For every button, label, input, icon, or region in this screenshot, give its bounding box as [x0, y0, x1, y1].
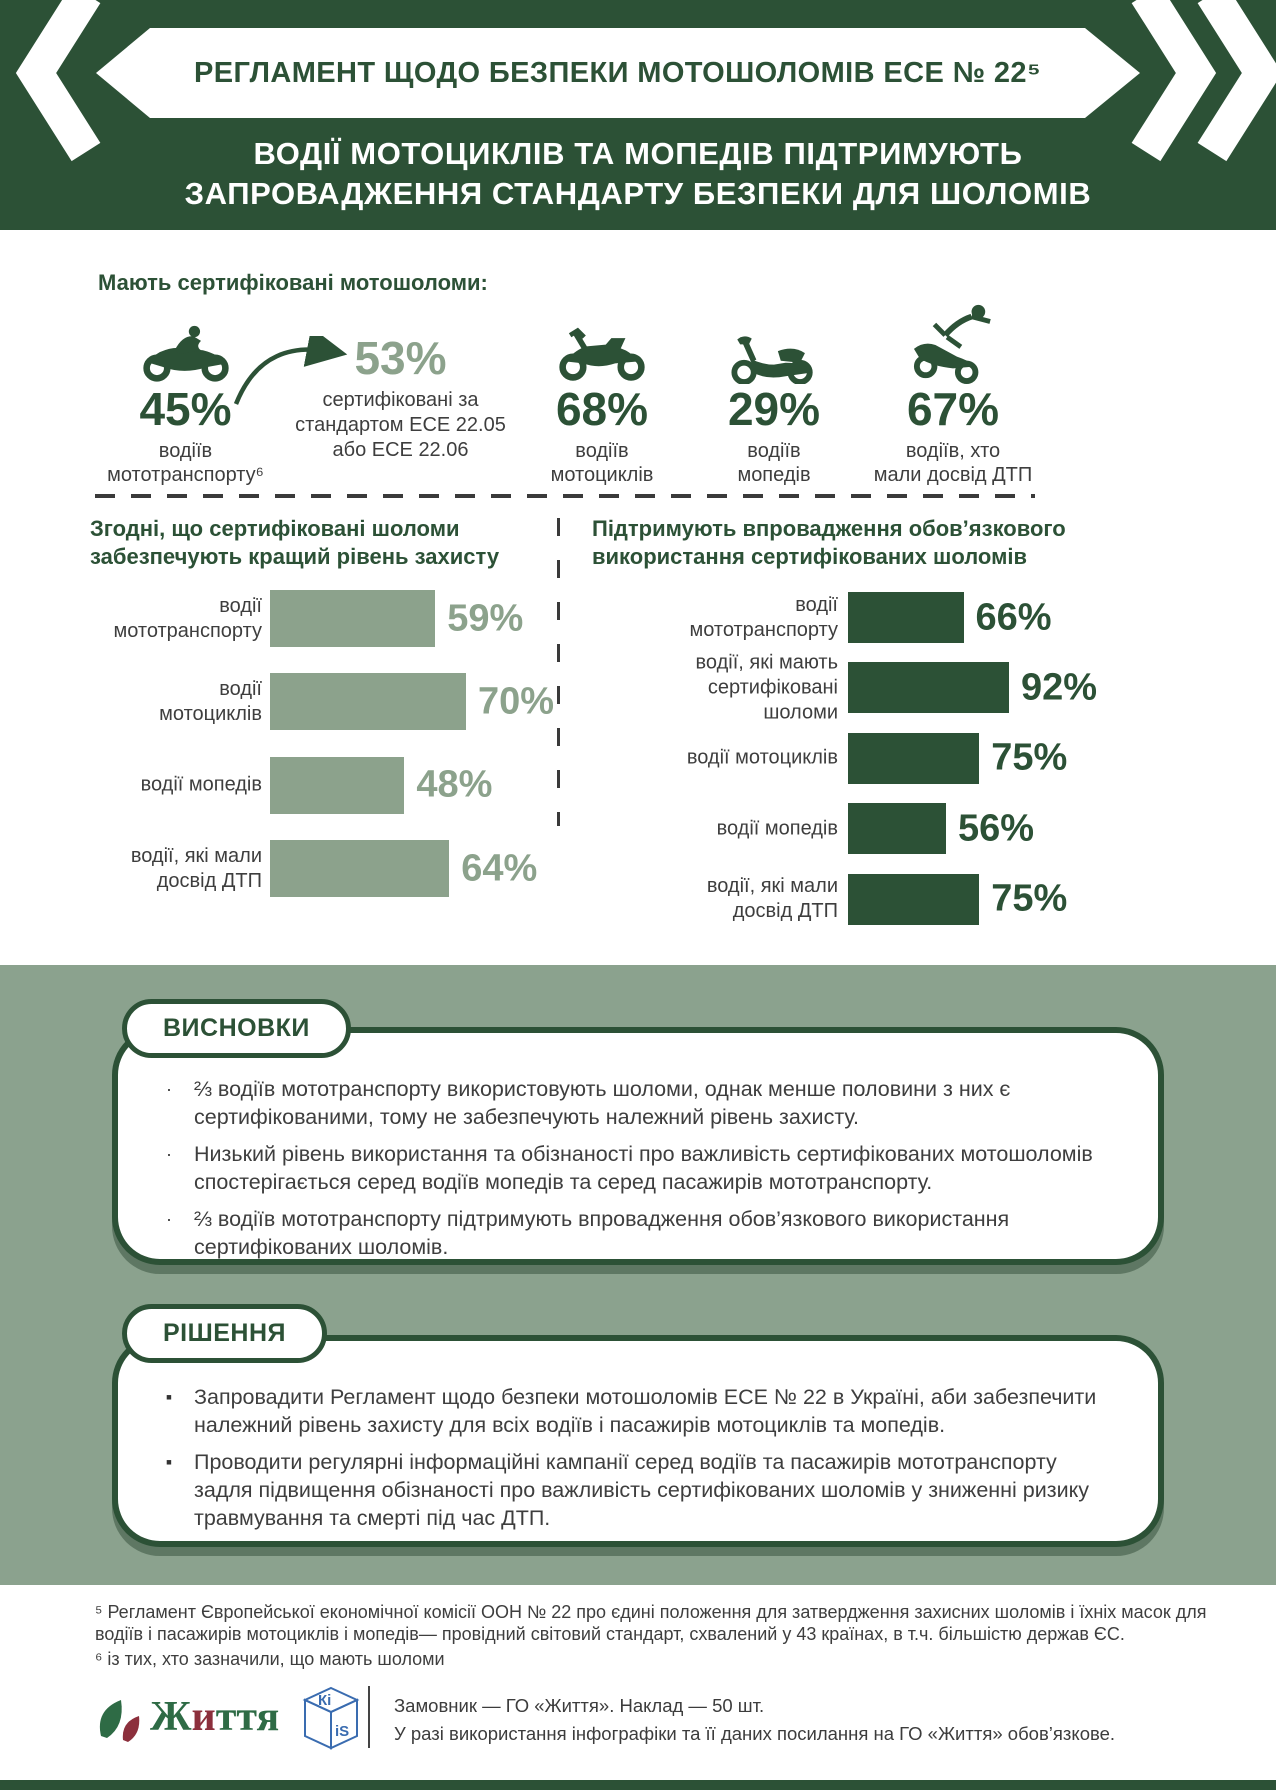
list-item [144, 1205, 1118, 1261]
bar-category-label: водії, які мали досвід ДТП [130, 844, 262, 892]
bar-category-label: водії мотоциклів [159, 677, 262, 725]
bar-value: 48% [416, 763, 493, 806]
stat-caption: сертифіковані за стандартом ECE 22.05 або ECE 22.06 [295, 389, 506, 461]
conclusions-label: ВИСНОВКИ [122, 999, 351, 1058]
stat-accident-experienced-drivers [843, 300, 1063, 487]
bar [848, 874, 979, 925]
svg-text:Кі: Кі [318, 1692, 332, 1709]
chart-row [592, 592, 1232, 643]
life-logo-part: Ж [150, 1694, 192, 1740]
list-item-text: Низький рівень використання та обізнаності про важливість сертифікованих мотошоломів спостерігається серед водіїв мопедів та серед пасажирів мототранспорту. [194, 1142, 1093, 1194]
bullet-icon: · [166, 1079, 172, 1099]
stat-motorcycle-drivers [507, 322, 697, 487]
list-item-text: ⅔ водіїв мототранспорту використовують шоломи, однак менше половини з них є сертифікованими, тому не забезпечують належний рівень захисту. [194, 1077, 1011, 1129]
svg-text:іS: іS [335, 1723, 350, 1740]
stat-value: 68% [555, 383, 649, 435]
bar [270, 590, 435, 647]
header [0, 0, 1276, 230]
right-chevron-icon [1146, 0, 1196, 152]
footnote-6: ⁶ із тих, хто зазначили, що мають шоломи [95, 1649, 445, 1669]
chart-rows [90, 590, 560, 990]
chart-row [592, 874, 1232, 925]
motorcycle-icon [507, 322, 697, 384]
horizontal-dashed-divider [95, 494, 1035, 498]
chart-title: Підтримують впровадження обов’язкового використання сертифікованих шоломів [592, 516, 1066, 569]
right-chevron-icon [1212, 0, 1262, 152]
bar-category-label: водії мопедів [140, 773, 262, 796]
page-subtitle: ВОДІЇ МОТОЦИКЛІВ ТА МОПЕДІВ ПІДТРИМУЮТЬ ЗАПРОВАДЖЕННЯ СТАНДАРТУ БЕЗПЕКИ ДЛЯ ШОЛОМІВ [184, 136, 1092, 211]
bar-value: 64% [461, 847, 538, 890]
list-item-text: ⅔ водіїв мототранспорту підтримують впровадження обов’язкового використання сертифікованих шоломів. [194, 1207, 1010, 1259]
chart-row [592, 651, 1232, 724]
footnote-5: ⁵ Регламент Європейської економічної комісії ООН № 22 про єдині положення для затвердження захисних шоломів і їхніх масок для водіїв і пасажирів мотоциклів і мопедів— провідний світовий стандарт, схвалений у 43 країнах, в т.ч. більшістю держав ЄС. [95, 1602, 1207, 1644]
stat-caption: водіїв мототранспорту⁶ [107, 440, 264, 486]
solutions-box [112, 1335, 1164, 1547]
bar-value: 70% [478, 680, 555, 723]
list-item [144, 1448, 1118, 1532]
bullet-icon: ▪ [165, 1452, 173, 1472]
chart-row [90, 840, 560, 897]
chart-title: Згодні, що сертифіковані шоломи забезпечують кращий рівень захисту [90, 516, 500, 569]
solutions-list [118, 1341, 1158, 1532]
bullet-icon: ▪ [165, 1387, 173, 1407]
stat-caption: водіїв мотоциклів [550, 440, 654, 486]
bar-category-label: водії мопедів [716, 817, 838, 840]
list-item-text: Запровадити Регламент щодо безпеки мотошоломів ECE № 22 в Україні, аби забезпечити належний рівень захисту для всіх водіїв і пасажирів мотоциклів та мопедів. [194, 1385, 1097, 1437]
left-chevron-icon [36, 0, 86, 152]
bullet-icon: · [166, 1144, 172, 1164]
conclusions-solutions-section [0, 965, 1276, 1585]
bar [270, 673, 466, 730]
bar-category-label: водії мототранспорту [113, 594, 262, 642]
conclusions-list [118, 1033, 1158, 1261]
bar [848, 803, 946, 854]
bar [848, 592, 964, 643]
life-logo-part: ття [215, 1694, 280, 1740]
chart-row [90, 757, 560, 814]
list-item [144, 1383, 1118, 1439]
footer-line-1: Замовник — ГО «Життя». Наклад — 50 шт. [394, 1695, 765, 1716]
bar-value: 75% [991, 736, 1068, 779]
stat-value: 45% [139, 383, 232, 435]
solutions-label: РІШЕННЯ [122, 1304, 327, 1363]
bar [270, 840, 449, 897]
crash-icon [843, 300, 1063, 384]
moped-icon [679, 322, 869, 384]
bar-value: 59% [447, 597, 524, 639]
bar [270, 757, 404, 814]
chart-row [592, 803, 1232, 854]
bar-value: 56% [958, 807, 1035, 850]
stat-moped-drivers [679, 322, 869, 487]
chart-support-mandatory-use [592, 515, 1232, 923]
page-title: РЕГЛАМЕНТ ЩОДО БЕЗПЕКИ МОТОШОЛОМІВ ECE № 22⁵ [194, 56, 1041, 89]
stats-section-heading: Мають сертифіковані мотошоломи: [98, 270, 488, 295]
bullet-icon: · [166, 1209, 172, 1229]
bar-category-label: водії мототранспорту [689, 593, 838, 641]
list-item [144, 1140, 1118, 1196]
stat-value: 67% [906, 383, 1000, 435]
kiis-logo [302, 1686, 360, 1752]
conclusions-box [112, 1027, 1164, 1265]
bar [848, 662, 1009, 713]
list-item [144, 1075, 1118, 1131]
stat-value: 29% [727, 383, 821, 435]
footer-divider [368, 1686, 370, 1748]
bar-value: 66% [975, 596, 1052, 638]
bar-category-label: водії, які мають сертифіковані шоломи [695, 651, 838, 724]
bar-category-label: водії мотоциклів [686, 746, 838, 769]
stat-caption: водіїв мопедів [737, 440, 811, 486]
footer-credits [394, 1692, 1115, 1748]
chart-agree-certified-better [90, 515, 560, 892]
chart-row [90, 673, 560, 730]
stat-caption: водіїв, хто мали досвід ДТП [873, 440, 1033, 486]
bar [848, 733, 979, 784]
list-item-text: Проводити регулярні інформаційні кампанії серед водіїв та пасажирів мототранспорту задля підвищення обізнаності про важливість сертифікованих шоломів у зниженні ризику травмування та смерті під час ДТП. [194, 1450, 1090, 1530]
chart-rows [592, 592, 1232, 992]
stat-value: 53% [354, 332, 447, 384]
footer-line-2: У разі використання інфографіки та її даних посилання на ГО «Життя» обов’язкове. [394, 1723, 1116, 1744]
life-logo-part: и [191, 1694, 216, 1740]
bar-category-label: водії, які мали досвід ДТП [706, 875, 838, 923]
stat-certified-standard [283, 333, 518, 463]
life-logo [150, 1696, 279, 1738]
bar-value: 92% [1021, 666, 1098, 709]
life-logo-leaf-icon [95, 1692, 147, 1746]
chart-row [592, 733, 1232, 784]
bottom-strip [0, 1780, 1276, 1790]
chart-row [90, 590, 560, 647]
bar-value: 75% [991, 877, 1068, 920]
